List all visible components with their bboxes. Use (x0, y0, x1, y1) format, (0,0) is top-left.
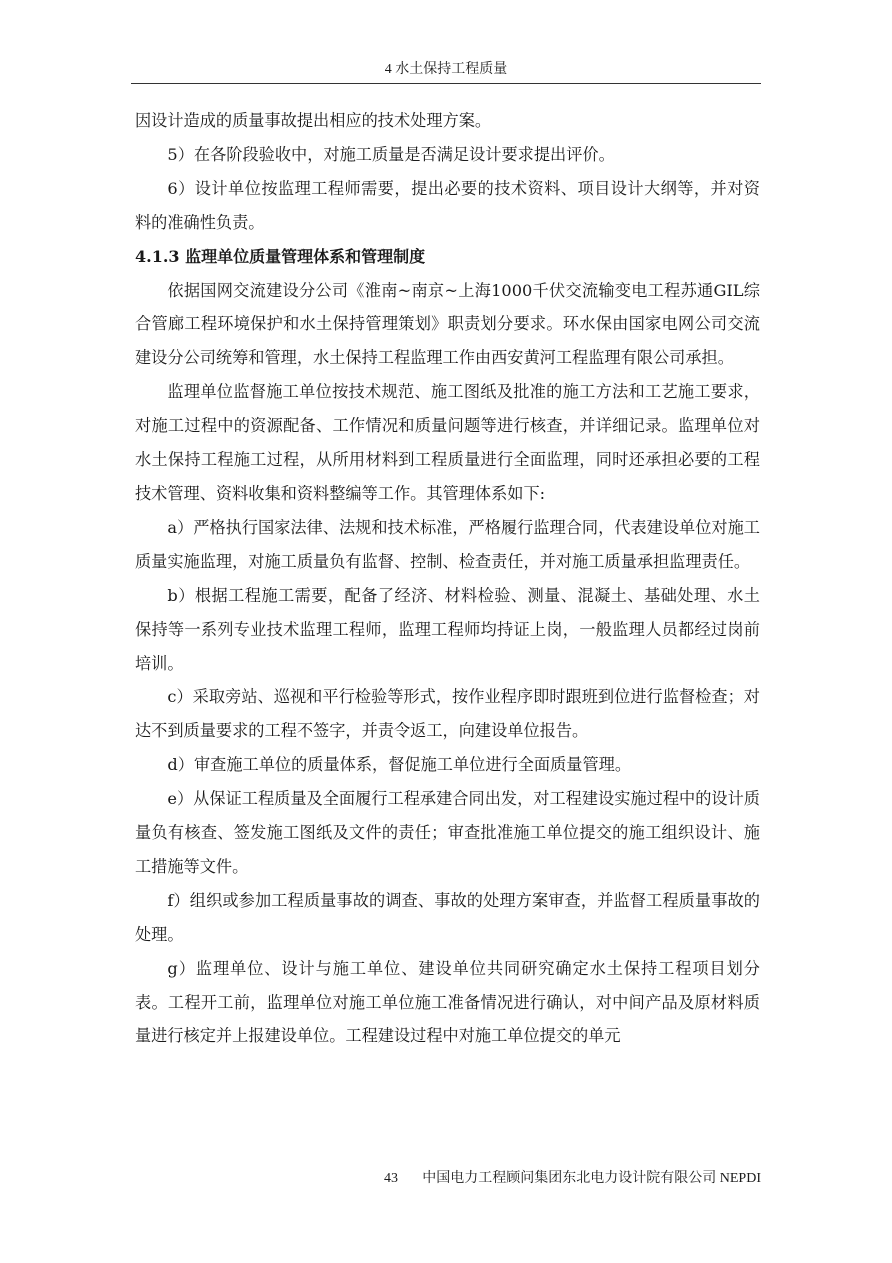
header-divider (131, 83, 761, 84)
list-item: 5）在各阶段验收中，对施工质量是否满足设计要求提出评价。 (167, 144, 615, 164)
list-item: e）从保证工程质量及全面履行工程承建合同出发，对工程建设实施过程中的设计质量负有核查、签发施工图纸及文件的责任；审查批准施工单位提交的施工组织设计、施工措施等文件。 (135, 789, 760, 876)
paragraph: 监理单位监督施工单位按技术规范、施工图纸及批准的施工方法和工艺施工要求，对施工过程中的资源配备、工作情况和质量问题等进行核查，并详细记录。监理单位对水土保持工程施工过程，从所用材料到工程质量进行全面监理，同时还承担必要的工程技术管理、资料收集和资料整编等工作。其管理体系如下: (135, 382, 760, 503)
list-item: f）组织或参加工程质量事故的调查、事故的处理方案审查，并监督工程质量事故的处理。 (135, 890, 760, 944)
page-number: 43 (384, 1171, 398, 1186)
list-item: 6）设计单位按监理工程师需要，提出必要的技术资料、项目设计大纲等，并对资料的准确性负责。 (135, 178, 760, 232)
paragraph: 依据国网交流建设分公司《淮南~南京~上海1000千伏交流输变电工程苏通GIL综合管廊工程环境保护和水土保持管理策划》职责划分要求。环水保由国家电网公司交流建设分公司统筹和管理，水土保持工程监理工作由西安黄河工程监理有限公司承担。 (135, 280, 760, 368)
list-item: b）根据工程施工需要，配备了经济、材料检验、测量、混凝土、基础处理、水土保持等一系列专业技术监理工程师，监理工程师均持证上岗，一般监理人员都经过岗前培训。 (135, 585, 760, 673)
list-item: a）严格执行国家法律、法规和技术标准，严格履行监理合同，代表建设单位对施工质量实施监理，对施工质量负有监督、控制、检查责任，并对施工质量承担监理责任。 (135, 517, 760, 571)
list-item: c）采取旁站、巡视和平行检验等形式，按作业程序即时跟班到位进行监督检查；对达不到质量要求的工程不签字，并责令返工，向建设单位报告。 (135, 687, 760, 741)
document-body (135, 104, 760, 1053)
organization-name: 中国电力工程顾问集团东北电力设计院有限公司 NEPDI (422, 1171, 761, 1186)
list-item: d）审查施工单位的质量体系，督促施工单位进行全面质量管理。 (167, 755, 632, 775)
section-heading: 4.1.3 监理单位质量管理体系和管理制度 (135, 246, 426, 266)
paragraph: 因设计造成的质量事故提出相应的技术处理方案。 (135, 111, 492, 130)
list-item: g）监理单位、设计与施工单位、建设单位共同研究确定水土保持工程项目划分表。工程开工前，监理单位对施工单位施工准备情况进行确认，对中间产品及原材料质量进行核定并上报建设单位。工程建设过程中对施工单位提交的单元 (135, 958, 760, 1046)
running-header: 4 水土保持工程质量 (384, 62, 508, 77)
